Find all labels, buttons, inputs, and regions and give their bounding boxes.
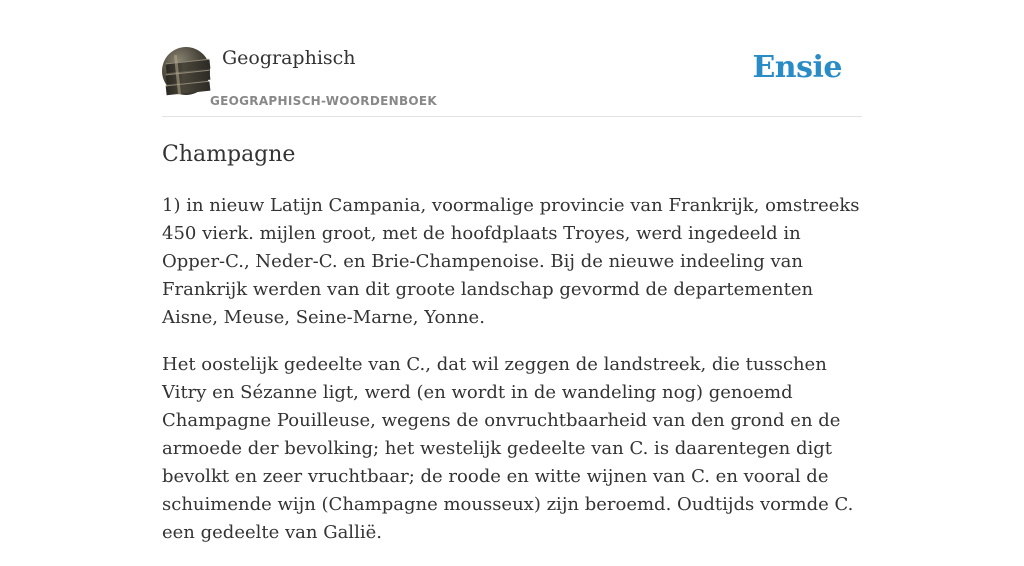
article-body: [162, 192, 862, 566]
site-name-link[interactable]: Geographisch: [222, 47, 356, 69]
article-paragraph: Het oostelijk gedeelte van C., dat wil zeggen de landstreek, die tusschen Vitry en Sézanne ligt, werd (en wordt in de wandeling nog) genoemd Champagne Pouilleuse, wegens de onvruchtbaarheid van den grond en de armoede der bevolking; het westelijk gedeelte van C. is daarentegen digt bevolkt en zeer vruchtbaar; de roode en witte wijnen van C. en vooral de schuimende wijn (Champagne mousseux) zijn beroemd. Oudtijds vormde C. een gedeelte van Gallië.: [162, 354, 854, 543]
article-title: Champagne: [162, 142, 296, 167]
books-avatar-icon[interactable]: [162, 47, 210, 95]
article-paragraph: 1) in nieuw Latijn Campania, voormalige provincie van Frankrijk, omstreeks 450 vierk. mijlen groot, met de hoofdplaats Troyes, werd ingedeeld in Opper-C., Neder-C. en Brie-Champenoise. Bij de nieuwe indeeling van Frankrijk werden van dit groote landschap gevormd de departementen Aisne, Meuse, Seine-Marne, Yonne.: [162, 195, 860, 328]
site-header: [162, 0, 862, 117]
ensie-logo[interactable]: Ensie: [752, 50, 842, 85]
content-container: [162, 0, 862, 543]
site-subtitle-link[interactable]: GEOGRAPHISCH-WOORDENBOEK: [210, 94, 437, 108]
